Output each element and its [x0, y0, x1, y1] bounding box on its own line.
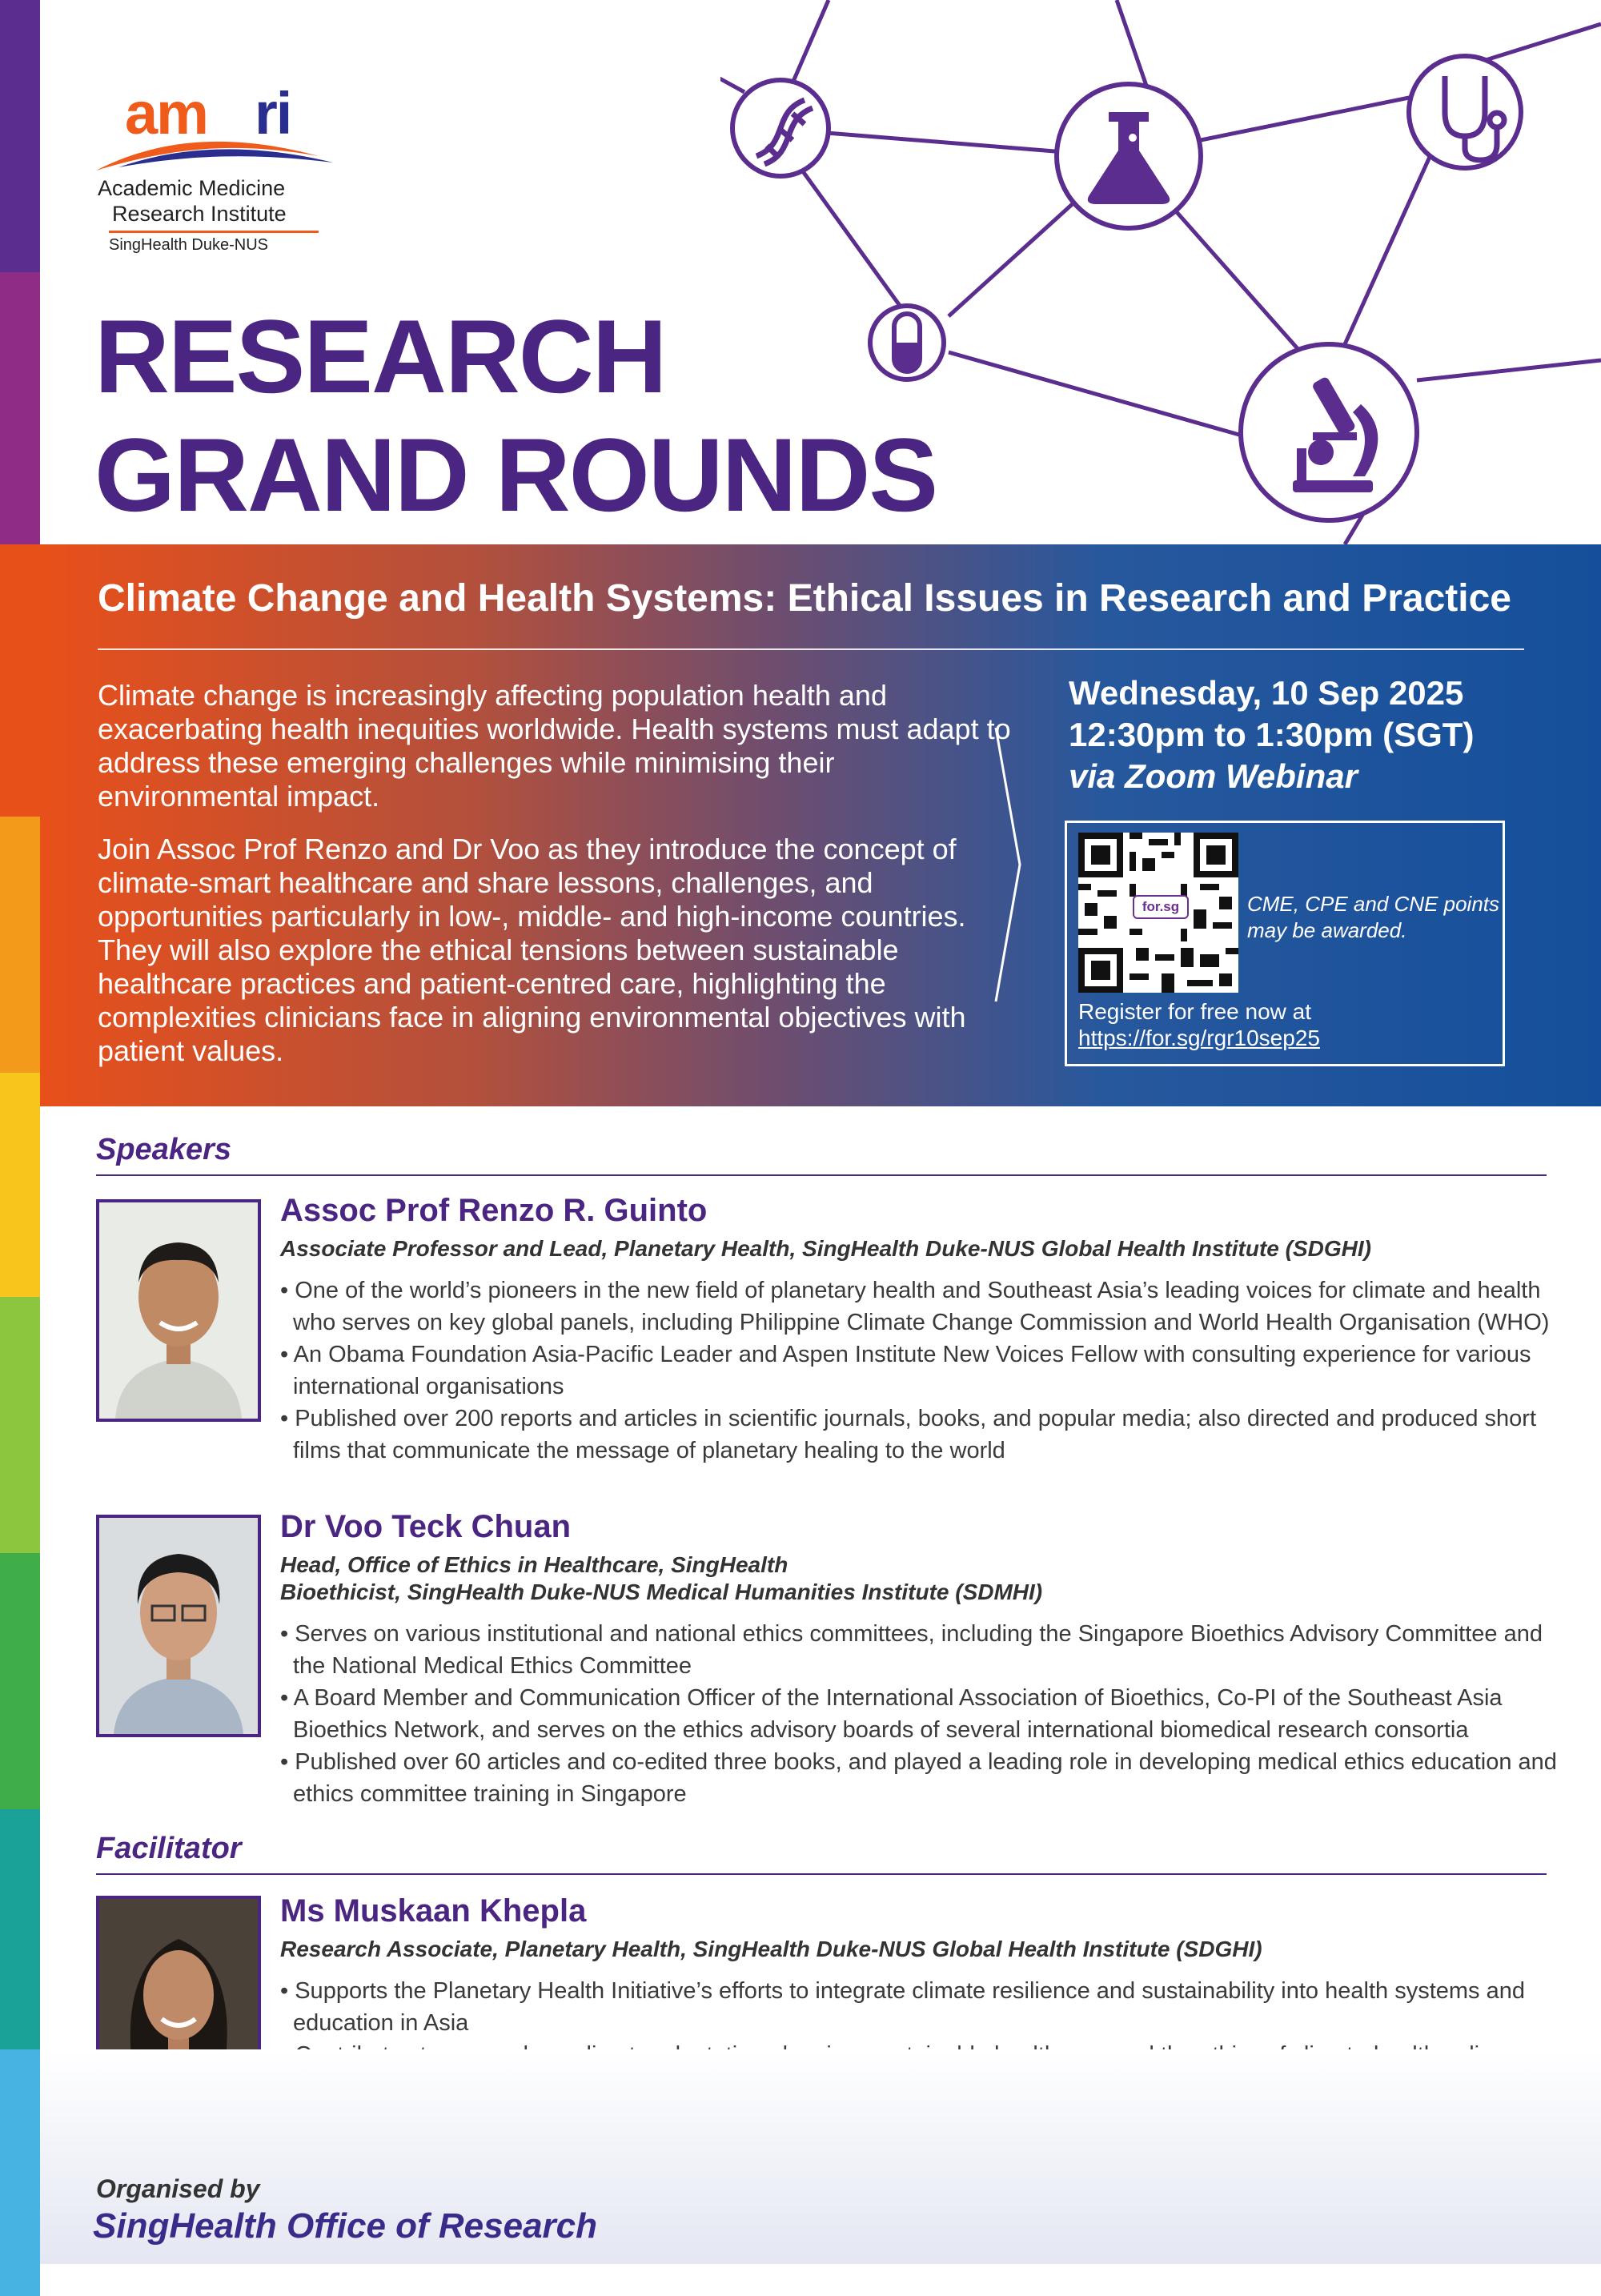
speaker-bullet: • An Obama Foundation Asia-Pacific Leader and Aspen Institute New Voices Fellow with consulting experience for various international organisations: [280, 1342, 1531, 1399]
speaker-name-voo: Dr Voo Teck Chuan: [280, 1509, 572, 1544]
qr-center-label: for.sg: [1133, 895, 1189, 919]
page-title-line-1: RESEARCH: [94, 298, 666, 415]
logo-am-text: am: [125, 80, 207, 147]
register-text: Register for free now at: [1078, 999, 1312, 1024]
logo-line-1: Academic Medicine: [98, 176, 286, 200]
portrait-placeholder: [99, 1518, 258, 1734]
speakers-divider: [96, 1174, 1547, 1176]
speakers-heading: Speakers: [96, 1133, 232, 1166]
register-link[interactable]: https://for.sg/rgr10sep25: [1078, 1026, 1320, 1050]
facilitator-bullet: • Supports the Planetary Health Initiative’s efforts to integrate climate resilience and sustainability into health systems and education in Asia: [280, 1978, 1525, 2036]
speaker-bullet: • Published over 200 reports and articles in scientific journals, books, and popular media; also directed and produced short films that communicate the message of planetary healing to the world: [280, 1406, 1537, 1463]
speaker-role-guinto: Associate Professor and Lead, Planetary Health, SingHealth Duke-NUS Global Health Institute (SDGHI): [280, 1236, 1371, 1261]
facilitator-name: Ms Muskaan Khepla: [280, 1893, 587, 1929]
cme-note: CME, CPE and CNE points may be awarded.: [1247, 892, 1500, 942]
talk-title: Climate Change and Health Systems: Ethical Issues in Research and Practice: [98, 577, 1511, 620]
color-strip: [0, 0, 40, 2264]
event-band: [40, 544, 1601, 1106]
logo-rule: [109, 231, 319, 233]
abstract-paragraph-1: Climate change is increasingly affecting population health and exacerbating health inequities worldwide. Health systems must adapt to address these emerging challenges while minimising their environmental impact.: [98, 679, 1011, 813]
event-details: [1069, 672, 1474, 797]
logo-line-2: Research Institute: [112, 202, 287, 226]
speaker-bullet: • Serves on various institutional and national ethics committees, including the Singapore Bioethics Advisory Committee and the National Medical Ethics Committee: [280, 1621, 1543, 1679]
speaker-bullet: • One of the world’s pioneers in the new field of planetary health and Southeast Asia’s leading voices for climate and health who serves on key global panels, including Philippine Climate Change Commission and World Health Organisation (WHO): [280, 1278, 1550, 1335]
chevron-right-icon: [993, 725, 1025, 1005]
speaker-bullet: • A Board Member and Communication Officer of the International Association of Bioethics, Co-PI of the Southeast Asia Bioethics Network, and serves on the ethics advisory boards of several international biomedical research consortia: [280, 1685, 1503, 1743]
facilitator-heading: Facilitator: [96, 1832, 242, 1865]
page-title-line-2: GRAND ROUNDS: [94, 416, 937, 533]
registration-box: [1065, 821, 1505, 1066]
organiser-name: SingHealth Office of Research: [93, 2206, 598, 2246]
portrait-placeholder: [99, 1202, 258, 1419]
speaker-photo-guinto: [96, 1199, 261, 1422]
speaker-role-voo-1: Head, Office of Ethics in Healthcare, SingHealth: [280, 1552, 788, 1577]
facilitator-divider: [96, 1873, 1547, 1875]
event-platform: via Zoom Webinar: [1069, 757, 1358, 795]
amri-logo: [94, 76, 335, 260]
logo-ri-text: ri: [255, 80, 291, 147]
organised-by-label: Organised by: [96, 2174, 260, 2203]
abstract-paragraph-2: Join Assoc Prof Renzo and Dr Voo as they introduce the concept of climate-smart healthcare and share lessons, challenges, and opportunities particularly in low-, middle- and high-income countries. They will also explore the ethical tensions between sustainable healthcare practices and patient-centred care, highlighting the complexities clinicians face in aligning environmental objectives with patient values.: [98, 833, 966, 1067]
logo-swoosh: [94, 124, 335, 172]
speaker-name-guinto: Assoc Prof Renzo R. Guinto: [280, 1193, 708, 1228]
event-time: 12:30pm to 1:30pm (SGT): [1069, 716, 1475, 753]
logo-line-3: SingHealth Duke-NUS: [109, 236, 268, 254]
speaker-photo-voo: [96, 1515, 261, 1737]
event-date: Wednesday, 10 Sep 2025: [1069, 674, 1464, 712]
speaker-bullet: • Published over 60 articles and co-edited three books, and played a leading role in developing medical ethics education and ethics committee training in Singapore: [280, 1749, 1557, 1807]
band-divider: [98, 648, 1524, 650]
facilitator-role: Research Associate, Planetary Health, SingHealth Duke-NUS Global Health Institute (SDGHI): [280, 1937, 1262, 1961]
speaker-role-voo-2: Bioethicist, SingHealth Duke-NUS Medical Humanities Institute (SDMHI): [280, 1580, 1043, 1604]
